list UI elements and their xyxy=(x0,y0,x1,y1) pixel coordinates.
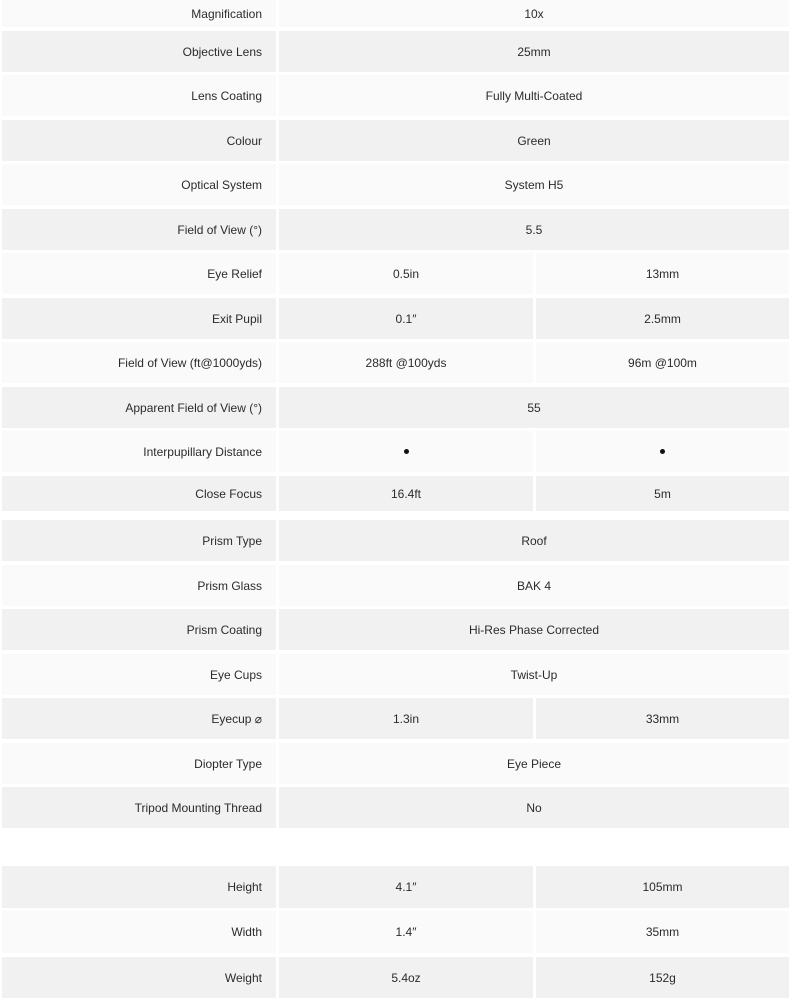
spec-row-eyecup-diameter xyxy=(0,698,792,739)
spec-row-diopter-type xyxy=(0,743,792,784)
spec-value-metric xyxy=(536,431,789,472)
spec-value: 10x xyxy=(279,0,789,27)
spec-value-metric: 35mm xyxy=(536,911,789,953)
spec-value: Green xyxy=(279,120,789,161)
spec-row-optical-system xyxy=(0,164,792,205)
spec-row-height xyxy=(0,866,792,908)
spec-value: 55 xyxy=(279,387,789,428)
spec-label: Close Focus xyxy=(2,476,276,511)
spec-value: Fully Multi-Coated xyxy=(279,75,789,116)
spec-label: Eye Cups xyxy=(2,654,276,695)
spec-value-imperial: 1.4″ xyxy=(279,911,533,953)
spec-value-metric: 33mm xyxy=(536,698,789,739)
spec-label: Colour xyxy=(2,120,276,161)
spec-label: Height xyxy=(2,866,276,908)
spec-row-exit-pupil xyxy=(0,298,792,339)
spec-value: Roof xyxy=(279,520,789,561)
spec-label: Diopter Type xyxy=(2,743,276,784)
spec-value-imperial: 0.1″ xyxy=(279,298,533,339)
spec-label: Optical System xyxy=(2,164,276,205)
spec-label: Eye Relief xyxy=(2,253,276,294)
spec-value: 25mm xyxy=(279,31,789,72)
spec-label: Prism Coating xyxy=(2,609,276,650)
spec-value-imperial: 16.4ft xyxy=(279,476,533,511)
spec-label: Apparent Field of View (°) xyxy=(2,387,276,428)
spec-value: Hi-Res Phase Corrected xyxy=(279,609,789,650)
spec-label: Exit Pupil xyxy=(2,298,276,339)
spec-value-metric: 152g xyxy=(536,957,789,998)
dot-icon xyxy=(660,449,665,454)
spec-value-imperial xyxy=(279,431,533,472)
spec-label: Objective Lens xyxy=(2,31,276,72)
spec-value-metric: 2.5mm xyxy=(536,298,789,339)
spec-value-metric: 5m xyxy=(536,476,789,511)
spec-row-width xyxy=(0,911,792,953)
spec-value-imperial: 4.1″ xyxy=(279,866,533,908)
spec-row-colour xyxy=(0,120,792,161)
spec-value: Eye Piece xyxy=(279,743,789,784)
spec-row-prism-glass xyxy=(0,565,792,606)
spec-row-objective-lens xyxy=(0,31,792,72)
spec-row-close-focus xyxy=(0,476,792,511)
spec-row-eye-cups xyxy=(0,654,792,695)
spec-row-eye-relief xyxy=(0,253,792,294)
spec-label: Magnification xyxy=(2,0,276,27)
spec-row-prism-coating xyxy=(0,609,792,650)
spec-value: BAK 4 xyxy=(279,565,789,606)
spec-label: Interpupillary Distance xyxy=(2,431,276,472)
spec-value-imperial: 5.4oz xyxy=(279,957,533,998)
spec-label: Field of View (°) xyxy=(2,209,276,250)
spec-label: Eyecup ⌀ xyxy=(2,698,276,739)
spec-value: System H5 xyxy=(279,164,789,205)
spec-row-apparent-fov xyxy=(0,387,792,428)
spec-label: Field of View (ft@1000yds) xyxy=(2,342,276,383)
spec-row-interpupillary-distance xyxy=(0,431,792,472)
spec-label: Lens Coating xyxy=(2,75,276,116)
spec-row-lens-coating xyxy=(0,75,792,116)
spec-row-magnification xyxy=(0,0,792,27)
spec-value-metric: 96m @100m xyxy=(536,342,789,383)
spec-value-imperial: 288ft @100yds xyxy=(279,342,533,383)
spec-row-tripod-mounting-thread xyxy=(0,787,792,828)
spec-label: Width xyxy=(2,911,276,953)
spec-value-metric: 13mm xyxy=(536,253,789,294)
spec-value: No xyxy=(279,787,789,828)
spec-value-imperial: 1.3in xyxy=(279,698,533,739)
spec-value: Twist-Up xyxy=(279,654,789,695)
spec-row-field-of-view-deg xyxy=(0,209,792,250)
spec-row-prism-type xyxy=(0,520,792,561)
spec-label: Weight xyxy=(2,957,276,998)
spec-label: Tripod Mounting Thread xyxy=(2,787,276,828)
dot-icon xyxy=(404,449,409,454)
spec-label: Prism Glass xyxy=(2,565,276,606)
spec-value-metric: 105mm xyxy=(536,866,789,908)
spec-value: 5.5 xyxy=(279,209,789,250)
spec-row-weight xyxy=(0,957,792,998)
spec-value-imperial: 0.5in xyxy=(279,253,533,294)
spec-label: Prism Type xyxy=(2,520,276,561)
spec-row-field-of-view-ft xyxy=(0,342,792,383)
